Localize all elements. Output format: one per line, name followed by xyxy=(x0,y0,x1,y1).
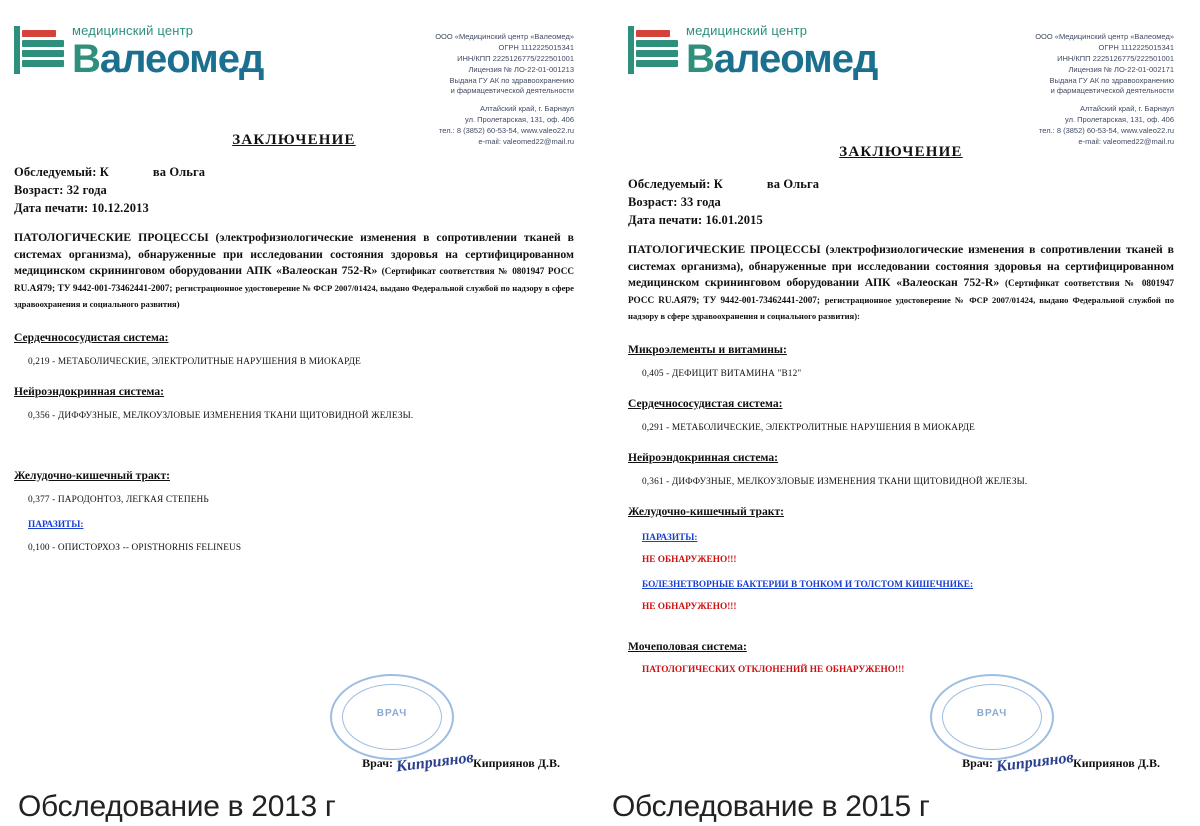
org-line-2: ОГРН 1112225015341 xyxy=(1098,42,1174,52)
section-title: Нейроэндокринная система: xyxy=(14,385,165,399)
patient-name-label: Обследуемый: К xyxy=(628,177,723,191)
org-line-1: ООО «Медицинский центр «Валеомед» xyxy=(1035,32,1174,41)
handwritten-signature: Киприянов xyxy=(995,749,1075,776)
section-title: Желудочно-кишечный тракт: xyxy=(14,469,170,483)
clinic-name-rest: алеомед xyxy=(713,37,878,81)
finding-item: 0,356 - ДИФФУЗНЫЕ, МЕЛКОУЗЛОВЫЕ ИЗМЕНЕНИЯ ТКАНИ ЩИТОВИДНОЙ ЖЕЛЕЗЫ. xyxy=(28,411,414,422)
org-line-5: Выдана ГУ АК по здравоохранению xyxy=(449,75,574,85)
doctor-stamp-icon xyxy=(930,674,1054,760)
intro-main-right: ПАТОЛОГИЧЕСКИЕ ПРОЦЕССЫ (электрофизиологические изменения в сопротивлении тканей в системах организма), обнаруженные при исследовании состояния здоровья на сертифицированном медицинском скрининговом оборудовании АПК «Валеоскан 752-R» xyxy=(628,243,1174,290)
intro-reg-left: регистрационное удостоверение № ФСР 2007/01424, выдано Федеральной службой по надзору в сфере здравоохранения и социального развития) xyxy=(14,282,574,310)
org-line-9: тел.: 8 (3852) 60-53-54, www.valeo22.ru xyxy=(1038,126,1174,135)
org-line-7: Алтайский край, г. Барнаул xyxy=(479,104,574,114)
patient-name-left xyxy=(14,165,574,180)
finding-item: 0,361 - ДИФФУЗНЫЕ, МЕЛКОУЗЛОВЫЕ ИЗМЕНЕНИЯ ТКАНИ ЩИТОВИДНОЙ ЖЕЛЕЗЫ. xyxy=(642,477,1028,488)
document-header-right xyxy=(628,18,1174,146)
org-line-3: ИНН/КПП 2225126775/222501001 xyxy=(1057,53,1174,63)
section-title: Сердечнососудистая система: xyxy=(14,331,169,345)
clinic-legal-info-left xyxy=(435,18,574,148)
clinic-subtitle: медицинский центр xyxy=(72,23,194,38)
intro-reg-right: регистрационное удостоверение № ФСР 2007/01424, выдано Федеральной службой по надзору в сфере здравоохранения и социального развития): xyxy=(628,294,1175,322)
subsection-pathogenic-bacteria: БОЛЕЗНЕТВОРНЫЕ БАКТЕРИИ В ТОНКОМ И ТОЛСТОМ КИШЕЧНИКЕ: xyxy=(642,580,974,591)
doctor-name: Киприянов Д.В. xyxy=(1073,756,1160,770)
clinic-name-first-letter: В xyxy=(686,37,714,81)
org-line-10: e-mail: valeomed22@mail.ru xyxy=(1078,136,1174,146)
finding-not-detected: НЕ ОБНАРУЖЕНО!!! xyxy=(642,555,737,566)
intro-cert-right: (Сертификат соответствия № 0801947 РОСС RU.АЯ79; ТУ 9442-001-73462441-2007; xyxy=(628,278,1174,305)
doctor-stamp-icon xyxy=(330,674,454,760)
patient-name-tail: ва Ольга xyxy=(766,177,820,191)
subsection-parasites: ПАРАЗИТЫ: xyxy=(28,520,84,531)
intro-paragraph-left xyxy=(14,230,574,313)
patient-age-right: Возраст: 33 года xyxy=(628,195,721,209)
doctor-name: Киприянов Д.В. xyxy=(473,756,560,770)
caption-2015: Обследование в 2015 г xyxy=(612,790,930,823)
clinic-legal-info-right xyxy=(1035,18,1174,148)
org-line-3: ИНН/КПП 2225126775/222501001 xyxy=(457,53,574,63)
document-title-left: ЗАКЛЮЧЕНИЕ xyxy=(232,132,356,148)
signature-area-left xyxy=(0,668,600,778)
section-gastrointestinal-left xyxy=(14,469,574,553)
patient-name-tail: ва Ольга xyxy=(152,165,206,179)
finding-item: 0,100 - ОПИСТОРХОЗ -- OPISTHORHIS FELINEUS xyxy=(28,543,242,554)
signature-line-left xyxy=(362,749,560,776)
clinic-name-first-letter: В xyxy=(72,37,100,81)
clinic-branding-left xyxy=(14,18,263,79)
finding-item: 0,405 - ДЕФИЦИТ ВИТАМИНА "B12" xyxy=(642,369,802,380)
section-microelements-right xyxy=(628,343,1174,379)
clinic-name-rest: алеомед xyxy=(99,37,264,81)
finding-item: 0,219 - МЕТАБОЛИЧЕСКИЕ, ЭЛЕКТРОЛИТНЫЕ НАРУШЕНИЯ В МИОКАРДЕ xyxy=(28,357,362,368)
section-title: Мочеполовая система: xyxy=(628,640,747,654)
clinic-branding-right xyxy=(628,18,877,79)
patient-age-left: Возраст: 32 года xyxy=(14,183,107,197)
subsection-parasites: ПАРАЗИТЫ: xyxy=(642,533,698,544)
clinic-logo-icon xyxy=(628,26,678,76)
document-title-right: ЗАКЛЮЧЕНИЕ xyxy=(839,144,963,160)
org-line-7: Алтайский край, г. Барнаул xyxy=(1079,104,1174,114)
finding-not-detected: НЕ ОБНАРУЖЕНО!!! xyxy=(642,602,737,613)
section-gastrointestinal-right xyxy=(628,505,1174,612)
section-neuroendocrine-left xyxy=(14,385,574,421)
org-line-2: ОГРН 1112225015341 xyxy=(498,42,574,52)
org-line-5: Выдана ГУ АК по здравоохранению xyxy=(1049,75,1174,85)
org-line-10: e-mail: valeomed22@mail.ru xyxy=(478,136,574,146)
section-title: Нейроэндокринная система: xyxy=(628,451,779,465)
section-title: Сердечнососудистая система: xyxy=(628,397,783,411)
patient-name-label: Обследуемый: К xyxy=(14,165,109,179)
org-line-4: Лицензия № ЛО-22-01-001213 xyxy=(468,64,574,74)
report-document-2015 xyxy=(600,0,1200,826)
intro-paragraph-right xyxy=(628,242,1174,325)
org-line-9: тел.: 8 (3852) 60-53-54, www.valeo22.ru xyxy=(438,126,574,135)
section-cardiovascular-left xyxy=(14,331,574,367)
stamp-label: ВРАЧ xyxy=(376,708,408,719)
signature-line-right xyxy=(962,749,1160,776)
org-line-8: ул. Пролетарская, 131, оф. 406 xyxy=(1065,115,1174,125)
signature-label: Врач: xyxy=(962,756,994,770)
caption-2013: Обследование в 2013 г xyxy=(18,790,336,823)
clinic-logo-icon xyxy=(14,26,64,76)
print-date-right: Дата печати: 16.01.2015 xyxy=(628,213,763,227)
stamp-label: ВРАЧ xyxy=(976,708,1008,719)
section-title: Микроэлементы и витамины: xyxy=(628,343,787,357)
signature-label: Врач: xyxy=(362,756,394,770)
finding-item: 0,377 - ПАРОДОНТОЗ, ЛЕГКАЯ СТЕПЕНЬ xyxy=(28,495,209,506)
finding-no-pathology: ПАТОЛОГИЧЕСКИХ ОТКЛОНЕНИЙ НЕ ОБНАРУЖЕНО!!! xyxy=(642,665,905,676)
handwritten-signature: Киприянов xyxy=(395,749,475,776)
clinic-name xyxy=(686,39,877,79)
clinic-name xyxy=(72,39,263,79)
org-line-4: Лицензия № ЛО-22-01-002171 xyxy=(1068,64,1174,74)
section-title: Желудочно-кишечный тракт: xyxy=(628,505,784,519)
intro-main-left: ПАТОЛОГИЧЕСКИЕ ПРОЦЕССЫ (электрофизиологические изменения в сопротивлении тканей в системах организма), обнаруженные при исследовании состояния здоровья на сертифицированном медицинском скрининговом оборудовании АПК «Валеоскан 752-R» xyxy=(14,231,574,278)
clinic-subtitle: медицинский центр xyxy=(686,23,808,38)
intro-cert-left: (Сертификат соответствия № 0801947 РОСС RU.АЯ79; ТУ 9442-001-73462441-2007; xyxy=(14,266,575,293)
org-line-6: и фармацевтической деятельности xyxy=(1050,86,1174,96)
finding-item: 0,291 - МЕТАБОЛИЧЕСКИЕ, ЭЛЕКТРОЛИТНЫЕ НАРУШЕНИЯ В МИОКАРДЕ xyxy=(642,423,976,434)
section-cardiovascular-right xyxy=(628,397,1174,433)
org-line-6: и фармацевтической деятельности xyxy=(450,86,574,96)
patient-name-right xyxy=(628,177,1174,192)
signature-area-right xyxy=(600,668,1200,778)
print-date-left: Дата печати: 10.12.2013 xyxy=(14,201,149,215)
section-neuroendocrine-right xyxy=(628,451,1174,487)
org-line-8: ул. Пролетарская, 131, оф. 406 xyxy=(465,115,574,125)
org-line-1: ООО «Медицинский центр «Валеомед» xyxy=(435,32,574,41)
